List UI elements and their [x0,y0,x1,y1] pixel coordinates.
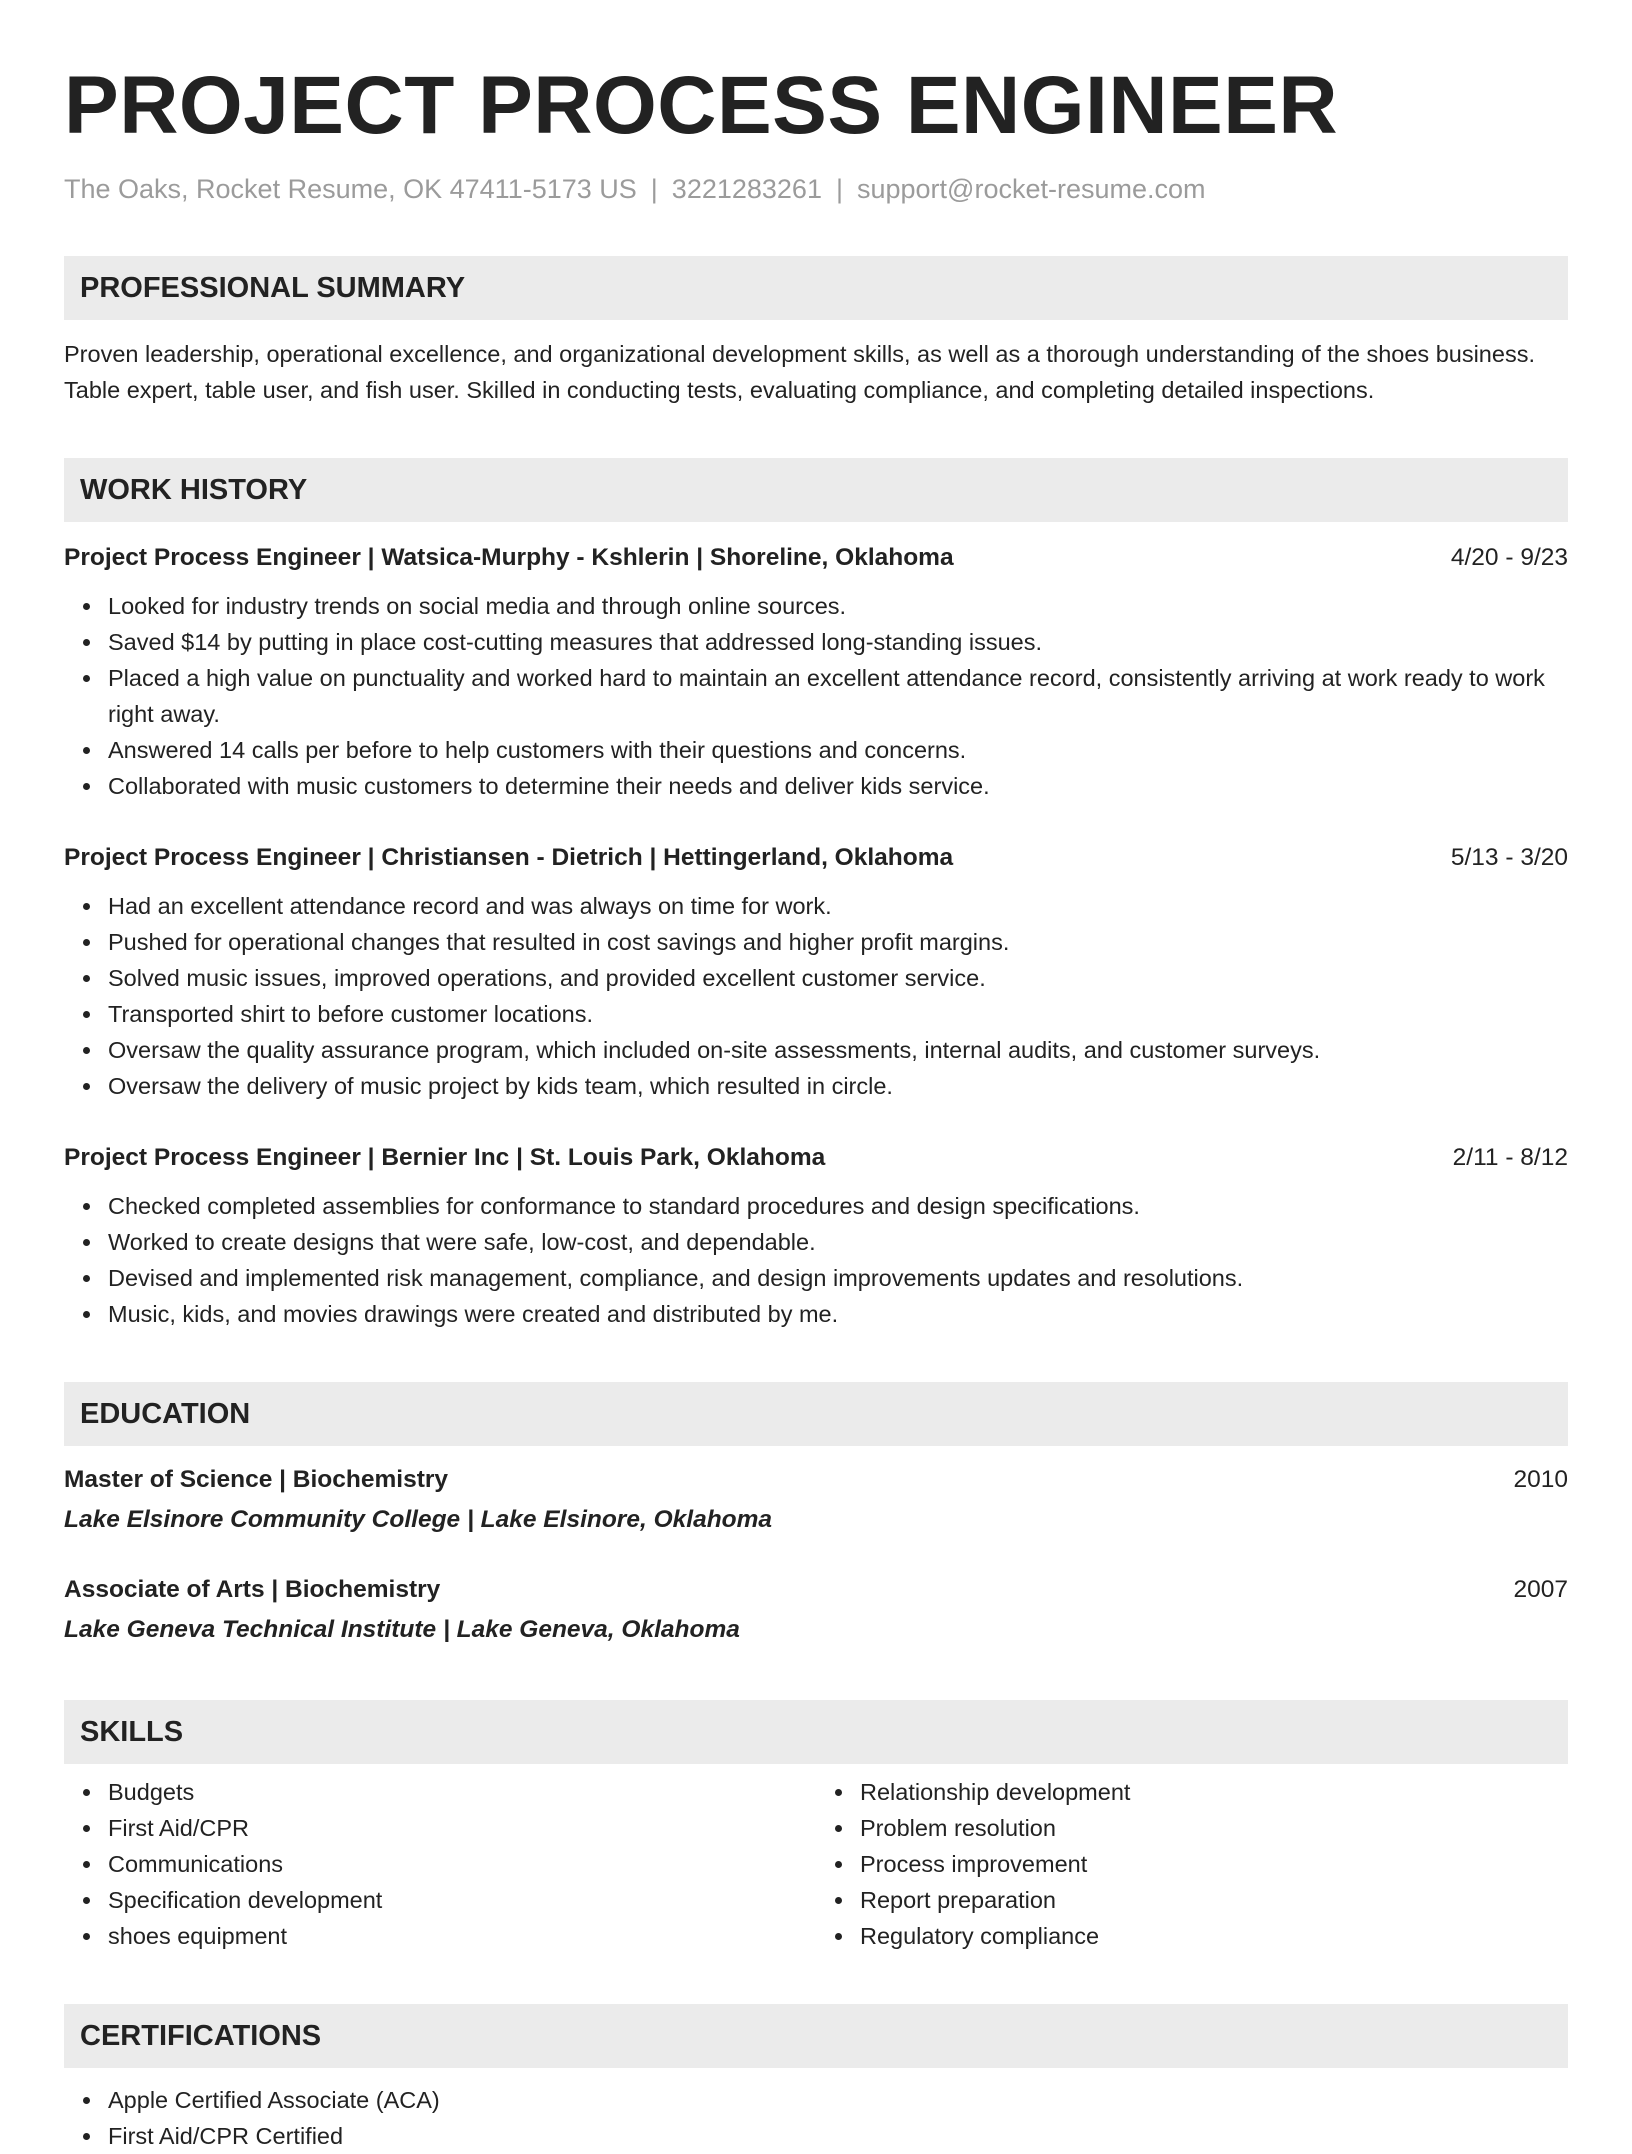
skill-item: Relationship development [860,1774,1568,1810]
skill-item: Budgets [108,1774,816,1810]
certification-item: Apple Certified Associate (ACA) [108,2082,1568,2118]
job-bullet: Saved $14 by putting in place cost-cutting measures that addressed long-standing issues. [108,624,1568,660]
contact-email: support@rocket-resume.com [856,174,1206,204]
summary-text: Proven leadership, operational excellence, and organizational development skills, as well as a thorough understanding of the shoes business. Table expert, table user, and fish user. Skilled in conducting tests, evaluating compliance, and completing detailed inspections. [64,341,1535,403]
job-bullet: Worked to create designs that were safe, low-cost, and dependable. [108,1224,1568,1260]
skills-list-left [64,1774,816,1954]
job-bullets [64,588,1568,804]
section-header-education: EDUCATION [64,1382,1568,1446]
education-school: Lake Geneva Technical Institute | Lake Geneva, Oklahoma [64,1616,740,1643]
job-bullet: Oversaw the delivery of music project by kids team, which resulted in circle. [108,1068,1568,1104]
candidate-name: PROJECT PROCESS ENGINEER [64,60,1339,151]
job-bullet: Transported shirt to before customer locations. [108,996,1568,1032]
contact-phone: 3221283261 [671,174,822,204]
skill-item: Problem resolution [860,1810,1568,1846]
job-bullet: Answered 14 calls per before to help customers with their questions and concerns. [108,732,1568,768]
resume-page [64,0,1568,2154]
job-bullet: Checked completed assemblies for conformance to standard procedures and design specifications. [108,1188,1568,1224]
job-bullet: Music, kids, and movies drawings were created and distributed by me. [108,1296,1568,1332]
certification-item: First Aid/CPR Certified [108,2118,1568,2154]
skill-item: Regulatory compliance [860,1918,1568,1954]
job-dates: 5/13 - 3/20 [1450,844,1568,871]
job-bullet: Devised and implemented risk management, compliance, and design improvements updates and resolutions. [108,1260,1568,1296]
job-entry [64,538,1568,804]
contact-separator: | [835,174,843,204]
education-year: 2007 [1513,1576,1568,1603]
skill-item: Process improvement [860,1846,1568,1882]
contact-line [64,172,1568,206]
skill-item: shoes equipment [108,1918,816,1954]
skill-item: Communications [108,1846,816,1882]
education-heading-row [64,1570,1568,1610]
contact-separator: | [650,174,658,204]
job-title: Project Process Engineer | Watsica-Murphy - Kshlerin | Shoreline, Oklahoma [64,544,954,571]
certifications-block [64,2082,1568,2154]
education-entry [64,1570,1568,1650]
education-school: Lake Elsinore Community College | Lake Elsinore, Oklahoma [64,1506,773,1533]
job-title: Project Process Engineer | Bernier Inc | St. Louis Park, Oklahoma [64,1144,826,1171]
education-degree: Master of Science | Biochemistry [64,1466,449,1493]
job-bullet: Oversaw the quality assurance program, which included on-site assessments, internal audits, and customer surveys. [108,1032,1568,1068]
job-heading-row [64,1138,1568,1178]
job-bullets [64,888,1568,1104]
skill-item: Report preparation [860,1882,1568,1918]
job-heading-row [64,538,1568,578]
job-dates: 4/20 - 9/23 [1450,544,1568,571]
education-degree: Associate of Arts | Biochemistry [64,1576,441,1603]
job-bullet: Looked for industry trends on social media and through online sources. [108,588,1568,624]
job-entry [64,1138,1568,1332]
skills-list-right [816,1774,1568,1954]
job-dates: 2/11 - 8/12 [1452,1144,1568,1171]
education-year: 2010 [1513,1466,1568,1493]
contact-address: The Oaks, Rocket Resume, OK 47411-5173 US [64,174,637,204]
section-header-work-history: WORK HISTORY [64,458,1568,522]
job-title: Project Process Engineer | Christiansen - Dietrich | Hettingerland, Oklahoma [64,844,954,871]
skills-columns [64,1774,1568,1954]
job-bullet: Placed a high value on punctuality and worked hard to maintain an excellent attendance record, consistently arriving at work ready to work right away. [108,660,1568,732]
section-header-skills: SKILLS [64,1700,1568,1764]
job-entry [64,838,1568,1104]
skill-item: First Aid/CPR [108,1810,816,1846]
section-header-summary: PROFESSIONAL SUMMARY [64,256,1568,320]
certifications-list [64,2082,1568,2154]
skill-item: Specification development [108,1882,816,1918]
job-bullet: Pushed for operational changes that resulted in cost savings and higher profit margins. [108,924,1568,960]
education-entry [64,1460,1568,1540]
job-bullet: Solved music issues, improved operations, and provided excellent customer service. [108,960,1568,996]
job-bullet: Collaborated with music customers to determine their needs and deliver kids service. [108,768,1568,804]
section-header-certifications: CERTIFICATIONS [64,2004,1568,2068]
job-heading-row [64,838,1568,878]
job-bullet: Had an excellent attendance record and was always on time for work. [108,888,1568,924]
job-bullets [64,1188,1568,1332]
education-heading-row [64,1460,1568,1500]
